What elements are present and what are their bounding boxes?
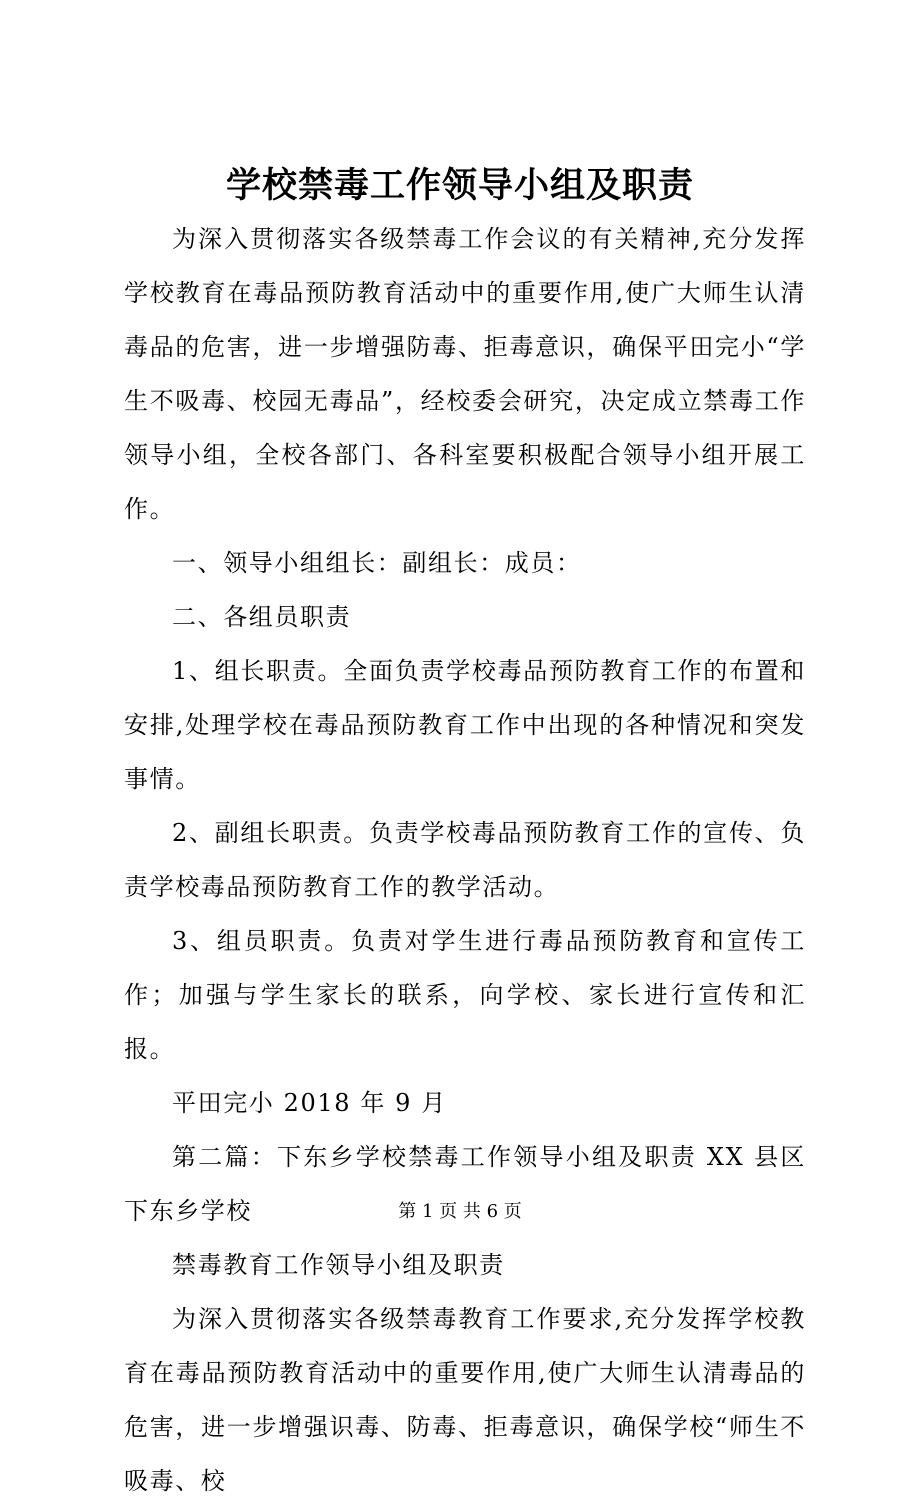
paragraph-signature-date: 平田完小 2018 年 9 月 <box>172 1089 447 1117</box>
paragraph-intro: 为深入贯彻落实各级禁毒工作会议的有关精神,充分发挥学校教育在毒品预防教育活动中的重要作用,使广大师生认清毒品的危害，进一步增强防毒、拒毒意识，确保平田完小“学生不吸毒、校园无毒品”，经校委会研究，决定成立禁毒工作领导小组，全校各部门、各科室要积极配合领导小组开展工作。 <box>124 225 806 523</box>
paragraph-second-article-intro: 为深入贯彻落实各级禁毒教育工作要求,充分发挥学校教育在毒品预防教育活动中的重要作用,使广大师生认清毒品的危害，进一步增强识毒、防毒、拒毒意识，确保学校“师生不吸毒、校 <box>124 1305 806 1495</box>
paragraph-section-two: 二、各组员职责 <box>172 603 352 631</box>
document-body <box>124 212 806 1508</box>
paragraph-duty-deputy: 2、副组长职责。负责学校毒品预防教育工作的宣传、负责学校毒品预防教育工作的教学活动。 <box>124 819 806 901</box>
paragraph-second-article-heading: 第二篇：下东乡学校禁毒工作领导小组及职责 XX 县区下东乡学校 <box>124 1143 806 1225</box>
paragraph-section-one: 一、领导小组组长：副组长：成员： <box>172 549 582 577</box>
paragraph-duty-member: 3、组员职责。负责对学生进行毒品预防教育和宣传工作；加强与学生家长的联系，向学校、家长进行宣传和汇报。 <box>124 927 806 1063</box>
paragraph-duty-leader: 1、组长职责。全面负责学校毒品预防教育工作的布置和安排,处理学校在毒品预防教育工作中出现的各种情况和突发事情。 <box>124 657 806 793</box>
watermark: zixin.com.cn <box>400 596 725 652</box>
document-title: 学校禁毒工作领导小组及职责 <box>225 165 694 206</box>
page-footer: 第 1 页 共 6 页 <box>398 1201 522 1222</box>
paragraph-second-article-subtitle: 禁毒教育工作领导小组及职责 <box>172 1251 505 1279</box>
